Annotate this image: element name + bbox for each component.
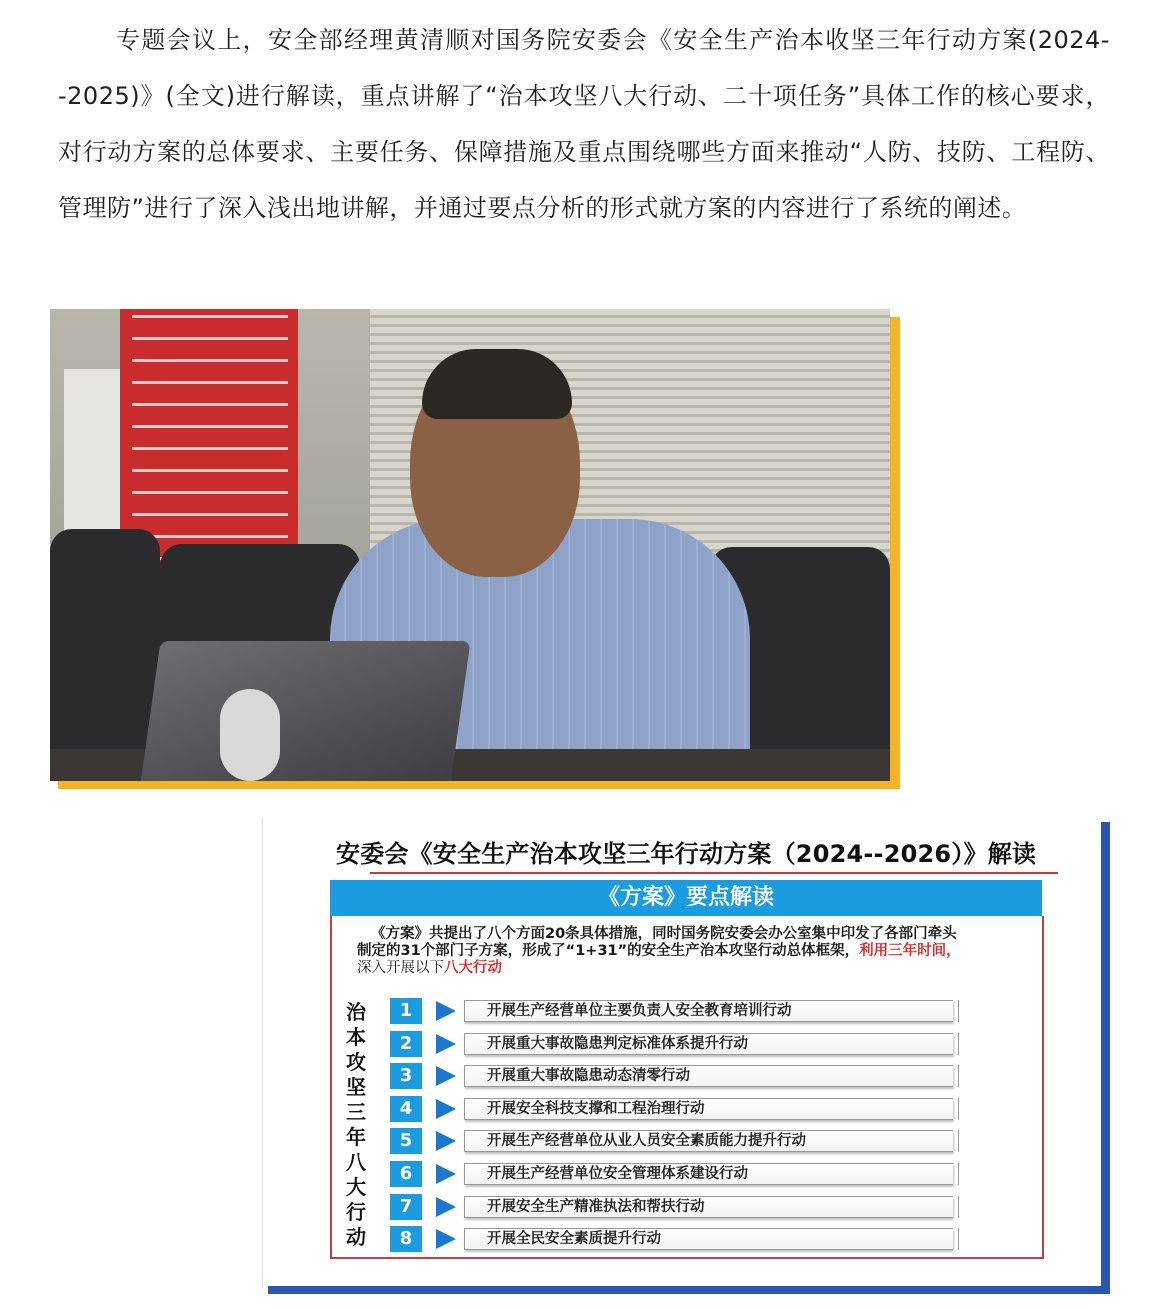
action-number: 7 <box>390 1194 422 1220</box>
laptop-stand <box>220 689 280 781</box>
action-bar <box>464 1196 953 1218</box>
poster-text-lines <box>132 315 288 575</box>
wall-sign <box>64 369 124 549</box>
slide-border-left <box>262 818 263 1288</box>
action-label: 开展重大事故隐患动态清零行动 <box>487 1068 690 1085</box>
action-label: 开展全民安全素质提升行动 <box>487 1231 661 1248</box>
action-item <box>390 1061 990 1094</box>
arrow-right-icon <box>436 1066 456 1086</box>
action-label: 开展安全科技支撑和工程治理行动 <box>487 1100 705 1117</box>
intro-text-2: 制定的31个部门子方案，形成了“1+31”的安全生产治本攻坚行动总体框架， <box>357 943 860 959</box>
action-bar <box>464 1033 953 1055</box>
arrow-right-icon <box>436 1034 456 1054</box>
slide-banner: 《方案》要点解读 <box>330 880 1042 916</box>
slide-border-bottom <box>268 1286 1110 1294</box>
arrow-right-icon <box>436 1229 456 1249</box>
photo-image <box>50 309 890 781</box>
action-number: 5 <box>390 1128 422 1154</box>
action-bar <box>464 1163 953 1185</box>
article-body <box>58 12 1110 236</box>
action-label: 开展生产经营单位主要负责人安全教育培训行动 <box>487 1003 792 1019</box>
speaker-hair <box>422 349 572 419</box>
action-number: 4 <box>390 1096 422 1122</box>
action-bar <box>464 1130 953 1152</box>
action-number: 3 <box>390 1063 422 1089</box>
action-bar <box>464 1065 953 1087</box>
action-list <box>390 996 990 1257</box>
action-bar <box>464 1228 953 1250</box>
intro-highlight-2: 八大行动 <box>444 960 502 976</box>
arrow-right-icon <box>436 1001 456 1021</box>
slide-title: 安委会《安全生产治本攻坚三年行动方案（2024--2026）》解读 <box>336 840 1037 868</box>
arrow-right-icon <box>436 1131 456 1151</box>
intro-text-1: 《方案》共提出了八个方面20条具体措施，同时国务院安委会办公室集中印发了各部门牵头 <box>371 926 957 942</box>
title-divider <box>370 872 1058 874</box>
chair-left <box>50 529 160 759</box>
intro-highlight-1: 利用三年时间， <box>859 943 961 959</box>
intro-text-3: 深入开展以下 <box>357 960 444 976</box>
slide-border-right <box>1101 822 1110 1294</box>
action-bar <box>464 1098 953 1120</box>
action-number: 1 <box>390 998 422 1024</box>
arrow-right-icon <box>436 1099 456 1119</box>
action-label: 开展生产经营单位从业人员安全素质能力提升行动 <box>487 1133 806 1150</box>
action-bar <box>464 1000 953 1022</box>
action-item <box>390 1192 990 1225</box>
action-label: 开展重大事故隐患判定标准体系提升行动 <box>487 1035 748 1052</box>
action-number: 8 <box>390 1226 422 1252</box>
intro-line-1 <box>357 926 1029 943</box>
side-label: 治本攻坚三年八大行动 <box>346 1000 366 1249</box>
meeting-photo <box>50 309 900 789</box>
arrow-right-icon <box>436 1164 456 1184</box>
action-item <box>390 1126 990 1159</box>
action-item <box>390 1029 990 1062</box>
action-label: 开展生产经营单位安全管理体系建设行动 <box>487 1165 748 1182</box>
slide-intro <box>357 926 1029 977</box>
arrow-right-icon <box>436 1197 456 1217</box>
intro-line-3 <box>357 960 1029 977</box>
action-number: 6 <box>390 1161 422 1187</box>
action-item <box>390 1159 990 1192</box>
article-paragraph: 专题会议上，安全部经理黄清顺对国务院安委会《安全生产治本收坚三年行动方案(2024--2025)》(全文)进行解读，重点讲解了“治本攻坚八大行动、二十项任务”具体工作的核心要求，对行动方案的总体要求、主要任务、保障措施及重点围绕哪些方面来推动“人防、技防、工程防、管理防”进行了深入浅出地讲解，并通过要点分析的形式就方案的内容进行了系统的阐述。 <box>58 26 1110 222</box>
action-item <box>390 1224 990 1257</box>
laptop <box>139 641 470 781</box>
action-label: 开展安全生产精准执法和帮扶行动 <box>487 1198 705 1215</box>
action-item <box>390 1094 990 1127</box>
action-number: 2 <box>390 1031 422 1057</box>
intro-line-2 <box>357 943 1029 960</box>
action-item <box>390 996 990 1029</box>
